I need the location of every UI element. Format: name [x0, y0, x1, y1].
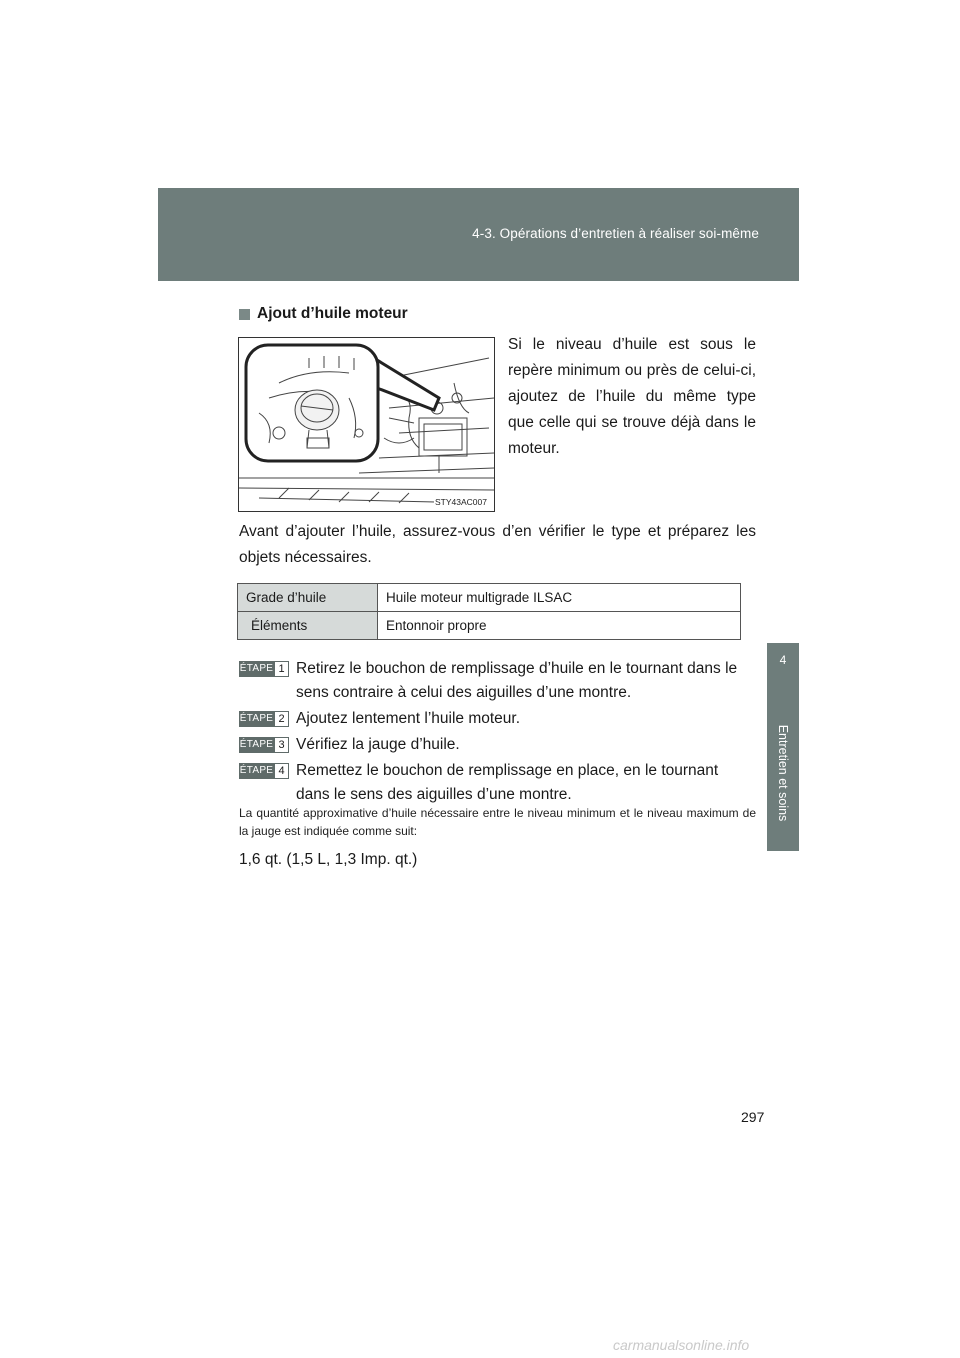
table-row: [238, 612, 741, 640]
intro-paragraph: Si le niveau d’huile est sous le repère minimum ou près de celui-ci, ajoutez de l’huile du même type que celle qui se trouve déjà dans le moteur.: [508, 336, 756, 457]
step-badge-word: ÉTAPE: [239, 661, 274, 677]
step-item: [239, 733, 756, 757]
step-badge: [239, 737, 289, 753]
engine-oil-cap-illustration: [238, 337, 495, 512]
preparation-paragraph: Avant d’ajouter l’huile, assurez-vous d’en vérifier le type et préparez les objets nécessaires.: [239, 523, 756, 566]
step-badge-word: ÉTAPE: [239, 711, 274, 727]
step-text: Retirez le bouchon de remplissage d’huile en le tournant dans le sens contraire à celui des aiguilles d’une montre.: [296, 660, 738, 701]
page-number: 297: [741, 1109, 765, 1125]
table-value-cell: Huile moteur multigrade ILSAC: [378, 584, 741, 612]
watermark-text: carmanualsonline.info: [613, 1337, 750, 1353]
step-badge-number: 2: [274, 711, 289, 727]
step-badge-number: 1: [274, 661, 289, 677]
heading-text: Ajout d’huile moteur: [257, 305, 408, 322]
step-badge: [239, 661, 289, 677]
chapter-label: Entretien et soins: [776, 724, 790, 822]
step-badge-number: 4: [274, 763, 289, 779]
step-text: Remettez le bouchon de remplissage en place, en le tournant dans le sens des aiguilles d’une montre.: [296, 762, 719, 803]
table-label-cell: Éléments: [238, 612, 378, 640]
step-badge-number: 3: [274, 737, 289, 753]
step-badge: [239, 711, 289, 727]
square-bullet-icon: [239, 309, 250, 320]
chapter-number: 4: [779, 653, 787, 667]
table-value-cell: Entonnoir propre: [378, 612, 741, 640]
step-text: Ajoutez lentement l’huile moteur.: [296, 710, 521, 727]
section-heading: [239, 305, 408, 323]
step-badge-word: ÉTAPE: [239, 763, 274, 779]
engine-bay-drawing: [239, 338, 495, 512]
oil-quantity: 1,6 qt. (1,5 L, 1,3 Imp. qt.): [239, 851, 418, 868]
section-title: 4-3. Opérations d’entretien à réaliser soi-même: [472, 226, 759, 241]
step-item: [239, 759, 756, 807]
quantity-note: La quantité approximative d’huile nécessaire entre le niveau minimum et le niveau maximum de la jauge est indiquée comme suit:: [239, 806, 756, 838]
table-row: [238, 584, 741, 612]
step-badge: [239, 763, 289, 779]
step-text: Vérifiez la jauge d’huile.: [296, 736, 460, 753]
step-list: [239, 657, 756, 809]
header-band: [158, 188, 799, 281]
table-label-cell: Grade d’huile: [238, 584, 378, 612]
figure-code: STY43AC007: [435, 497, 487, 507]
step-item: [239, 657, 756, 705]
step-item: [239, 707, 756, 731]
chapter-side-tab: [767, 643, 799, 851]
step-badge-word: ÉTAPE: [239, 737, 274, 753]
oil-spec-table: [237, 583, 741, 640]
